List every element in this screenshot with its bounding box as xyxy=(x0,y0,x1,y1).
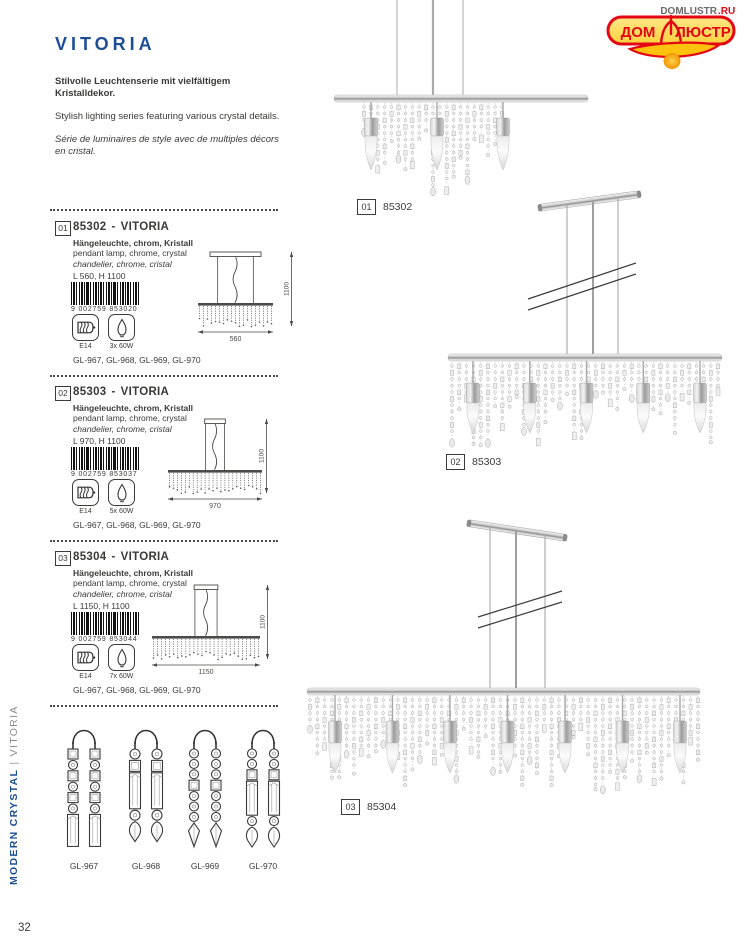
photo-index-badge: 01 xyxy=(357,199,376,215)
accessories-list: GL-967, GL-968, GL-969, GL-970 xyxy=(73,355,201,365)
product-entry-85304 xyxy=(55,548,313,708)
barcode xyxy=(71,447,151,478)
product-dimensions: L 560, H 1100 xyxy=(73,271,126,281)
pendant-gl-969 xyxy=(177,718,233,871)
sidebar-divider: | xyxy=(8,756,20,769)
barcode-digits: 9 002759 853044 xyxy=(71,636,138,643)
e14-socket-icon xyxy=(76,485,96,500)
tech-drawing-85304 xyxy=(150,581,272,676)
product-description xyxy=(73,238,193,269)
desc-english: pendant lamp, chrome, crystal xyxy=(73,413,187,424)
pendant-label: GL-968 xyxy=(131,861,161,871)
header-separator: - xyxy=(111,221,116,233)
svg-text:560: 560 xyxy=(229,336,242,343)
product-index-badge: 02 xyxy=(55,386,71,401)
domlustr-logo[interactable] xyxy=(606,4,746,77)
desc-english: pendant lamp, chrome, crystal xyxy=(73,248,187,259)
wattage-label: 3x 60W xyxy=(109,343,134,350)
svg-text:1100: 1100 xyxy=(258,449,266,463)
tech-drawing-85303 xyxy=(166,415,271,510)
svg-text:1150: 1150 xyxy=(198,669,214,676)
product-name: VITORIA xyxy=(120,551,170,563)
barcode-digits: 9 002759 853020 xyxy=(71,306,138,313)
photo-index-badge: 02 xyxy=(446,454,465,470)
desc-german: Hängeleuchte, chrom, Kristall xyxy=(73,568,193,578)
logo-bulb xyxy=(664,53,681,69)
sidebar-series: VITORIA xyxy=(8,705,20,757)
pendant-drawing xyxy=(56,718,112,852)
intro-french: Série de luminaires de style avec de multiples décors en cristal. xyxy=(55,134,279,157)
pendant-label: GL-969 xyxy=(190,861,220,871)
product-photo-85302 xyxy=(330,0,600,200)
product-entry-85303 xyxy=(55,383,313,543)
socket-label: E14 xyxy=(79,673,92,680)
sidebar-category: MODERN CRYSTAL xyxy=(8,768,20,885)
socket-icon-box xyxy=(72,479,99,506)
header-separator: - xyxy=(111,551,116,563)
desc-english: pendant lamp, chrome, crystal xyxy=(73,578,187,589)
product-sku: 85302 xyxy=(73,221,107,233)
logo-suffix-text: .RU xyxy=(718,6,736,17)
product-header xyxy=(73,386,169,398)
product-index-badge: 03 xyxy=(55,551,71,566)
socket-icon-box xyxy=(72,314,99,341)
svg-text:970: 970 xyxy=(209,503,221,510)
dotted-separator xyxy=(50,209,278,211)
sidebar-category-label xyxy=(8,705,20,885)
product-photo-85304 xyxy=(300,505,750,797)
photo-sku: 85302 xyxy=(383,201,413,213)
candle-bulb-icon xyxy=(116,318,128,338)
header-separator: - xyxy=(111,386,116,398)
candle-bulb-icon xyxy=(116,483,128,503)
barcode-bars xyxy=(71,612,151,635)
page-number: 32 xyxy=(18,922,31,934)
accessories-list: GL-967, GL-968, GL-969, GL-970 xyxy=(73,685,201,695)
logo-site-text: DOMLUSTR xyxy=(660,6,717,17)
svg-text:1100: 1100 xyxy=(259,615,267,629)
logo-word2: ЛЮСТР xyxy=(675,24,731,41)
product-header xyxy=(73,551,169,563)
page-title: VITORIA xyxy=(55,34,156,54)
intro-english: Stylish lighting series featuring various crystal details. xyxy=(55,111,280,122)
svg-text:1100: 1100 xyxy=(283,282,291,296)
pendant-gl-967 xyxy=(56,718,112,871)
photo-label-85302 xyxy=(357,199,412,215)
barcode xyxy=(71,282,151,313)
desc-german: Hängeleuchte, chrom, Kristall xyxy=(73,238,193,248)
barcode-bars xyxy=(71,282,151,305)
intro-german: Stilvolle Leuchtenserie mit vielfältigem Kristalldekor. xyxy=(55,76,231,99)
accessories-list: GL-967, GL-968, GL-969, GL-970 xyxy=(73,520,201,530)
product-header xyxy=(73,221,169,233)
product-name: VITORIA xyxy=(120,386,170,398)
spec-icons xyxy=(72,479,135,515)
pendant-drawing xyxy=(177,718,233,852)
domlustr-logo-graphic xyxy=(606,4,746,72)
product-dimensions: L 1150, H 1100 xyxy=(73,601,130,611)
candle-bulb-icon xyxy=(116,648,128,668)
barcode-digits: 9 002759 853037 xyxy=(71,471,138,478)
pendant-drawing xyxy=(235,718,291,852)
e14-socket-icon xyxy=(76,320,96,335)
desc-french: chandelier, chrome, cristal xyxy=(73,258,172,269)
spec-icons xyxy=(72,644,135,680)
e14-socket-icon xyxy=(76,650,96,665)
desc-german: Hängeleuchte, chrom, Kristall xyxy=(73,403,193,413)
pendant-label: GL-970 xyxy=(248,861,278,871)
wattage-label: 5x 60W xyxy=(109,508,134,515)
wattage-label: 7x 60W xyxy=(109,673,134,680)
pendant-drawing xyxy=(118,718,174,852)
photo-label-85303 xyxy=(446,454,501,470)
bulb-icon-box xyxy=(108,314,135,341)
photo-index-badge: 03 xyxy=(341,799,360,815)
bulb-icon-box xyxy=(108,479,135,506)
pendant-gl-970 xyxy=(235,718,291,871)
tech-drawing-85302 xyxy=(196,248,296,343)
photo-sku: 85304 xyxy=(367,801,397,813)
pendant-label: GL-967 xyxy=(69,861,99,871)
spec-icons xyxy=(72,314,135,350)
product-name: VITORIA xyxy=(120,221,170,233)
barcode-bars xyxy=(71,447,151,470)
photo-sku: 85303 xyxy=(472,456,502,468)
product-dimensions: L 970, H 1100 xyxy=(73,436,126,446)
product-entry-85302 xyxy=(55,218,313,378)
series-intro xyxy=(55,76,287,169)
logo-word1: ДОМ xyxy=(620,24,656,41)
desc-french: chandelier, chrome, cristal xyxy=(73,588,172,599)
product-photo-85303 xyxy=(420,183,750,483)
product-sku: 85304 xyxy=(73,551,107,563)
pendant-gl-968 xyxy=(118,718,174,871)
socket-icon-box xyxy=(72,644,99,671)
bulb-icon-box xyxy=(108,644,135,671)
desc-french: chandelier, chrome, cristal xyxy=(73,423,172,434)
socket-label: E14 xyxy=(79,508,92,515)
product-sku: 85303 xyxy=(73,386,107,398)
photo-label-85304 xyxy=(341,799,396,815)
barcode xyxy=(71,612,151,643)
socket-label: E14 xyxy=(79,343,92,350)
product-index-badge: 01 xyxy=(55,221,71,236)
